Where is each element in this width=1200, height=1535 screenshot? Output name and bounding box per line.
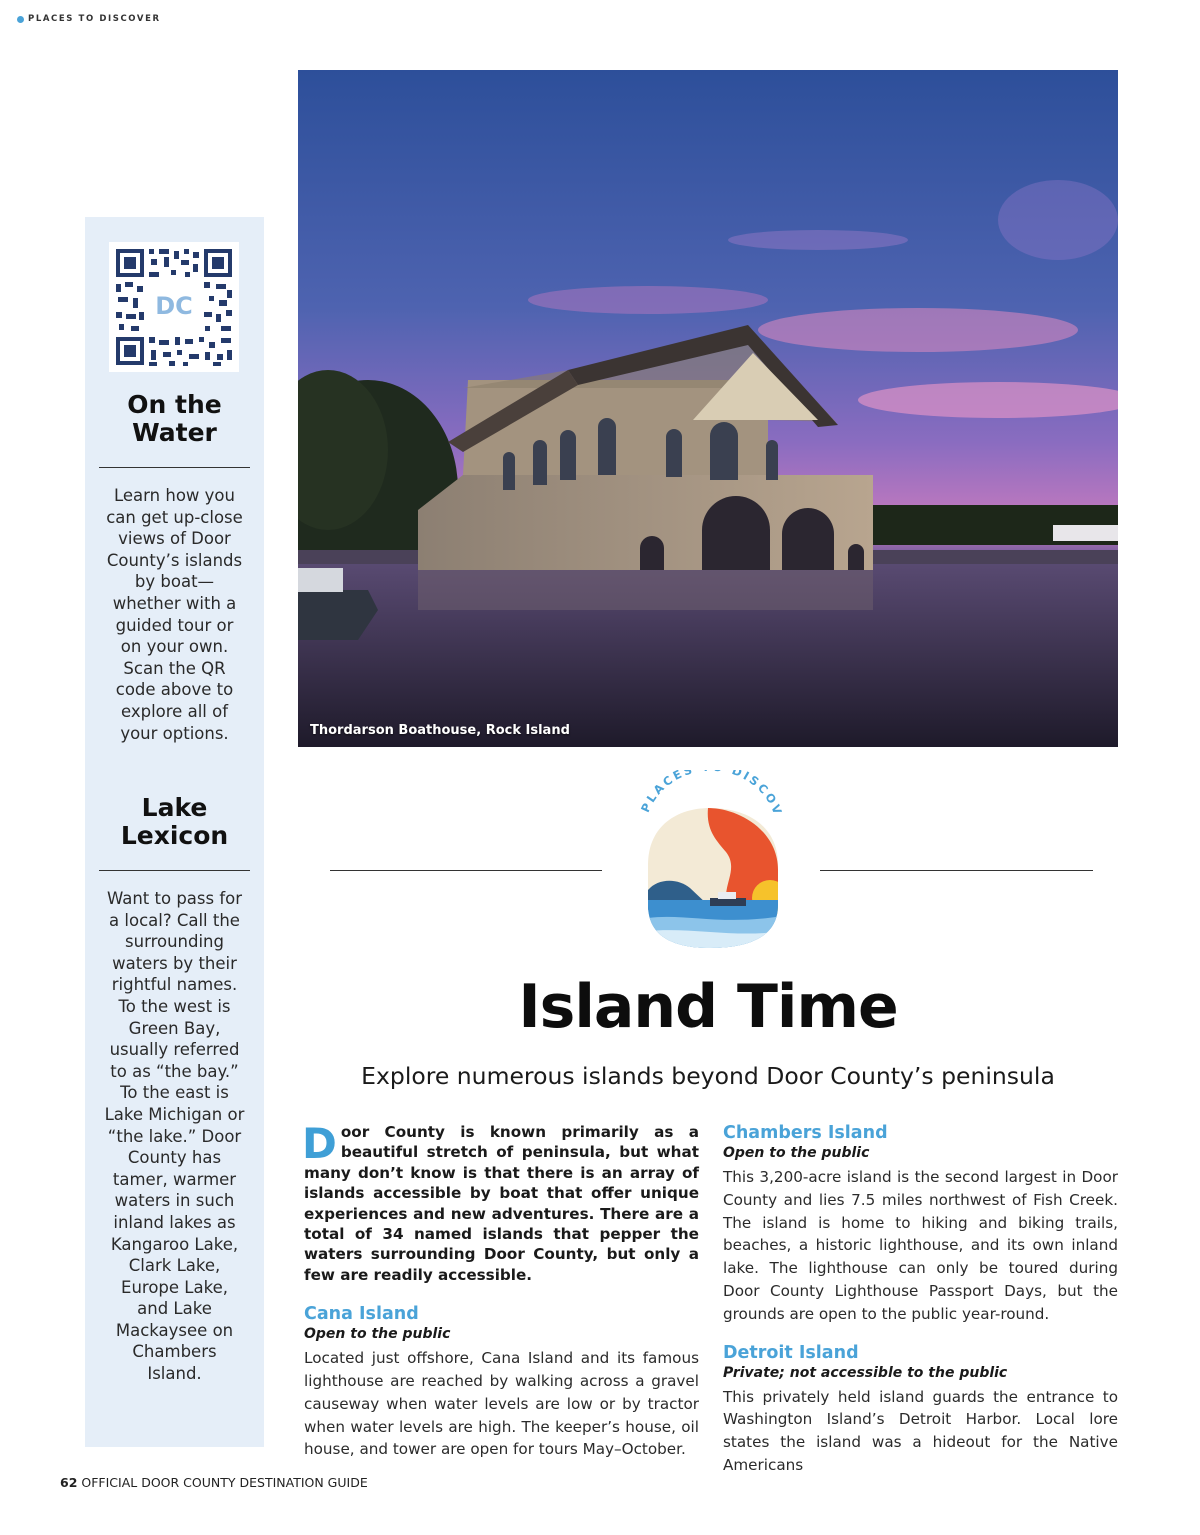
- sidebar-divider: [99, 467, 250, 468]
- sidebar-text-on-the-water: Learn how you can get up-close views of Door County’s islands by boat—whether with a guided tour or on your own. Scan the QR code above to explore all of your options.: [106, 486, 243, 743]
- places-to-discover-emblem: [628, 770, 792, 950]
- boathouse-photo-illustration: [298, 70, 1118, 747]
- intro-text: oor County is known primarily as a beautiful stretch of peninsula, but what many don’t know is that there is an array of islands accessible by boat that offer unique experiences and new adventures. There are a total of 34 named islands that pepper the waters surrounding Door County, but only a few are readily accessible.: [304, 1123, 699, 1284]
- emblem-arc-text: PLACES DISCOV: [638, 770, 786, 819]
- section-tag-label: PLACES TO DISCOVER: [28, 14, 161, 24]
- drop-cap: D: [302, 1119, 337, 1168]
- sidebar-text-lake-lexicon: Want to pass for a local? Call the surrounding waters by their rightful names. To the west is Green Bay, usually referred to as “the bay.” To the east is Lake Michigan or “the lake.” Door County has tamer, warmer waters in such inland lakes as Kangaroo Lake, Clark Lake, Europe Lake, and Lake Mackaysee on Chambers Island.: [104, 889, 245, 1384]
- qr-code-icon: [109, 242, 239, 372]
- island-description: This privately held island guards the entrance to Washington Island’s Detroit Harbor. Local lore states the island was a hideout for the Native Americans: [723, 1387, 1118, 1474]
- article-intro: [302, 1119, 699, 1285]
- island-description: This 3,200-acre island is the second largest in Door County and lies 7.5 miles northwest of Fish Creek. The island is home to hiking and biking trails, beaches, a historic lighthouse, and its own inland lake. The lighthouse can only be toured during Door County Lighthouse Passport Days, but the grounds are open to the public year-round.: [723, 1168, 1118, 1323]
- island-description: Located just offshore, Cana Island and its famous lighthouse are reached by walking across a gravel causeway when water levels are low or by tractor when water levels are high. The keeper’s house, oil house, and tower are open for tours May–October.: [304, 1349, 699, 1459]
- sidebar-heading-lake-lexicon: Lake Lexicon: [120, 793, 229, 850]
- island-entry-chambers: [723, 1122, 1118, 1326]
- sidebar: [85, 217, 264, 1447]
- island-access: Open to the public: [304, 1326, 451, 1343]
- qr-logo-text: DC: [155, 292, 193, 320]
- sidebar-heading-on-the-water: On the Water: [127, 390, 222, 447]
- emblem-badge-icon: [628, 770, 792, 950]
- page-number: 62: [60, 1475, 78, 1490]
- qr-code[interactable]: [109, 242, 239, 372]
- article-title: Island Time: [518, 972, 898, 1042]
- island-access: Open to the public: [723, 1145, 870, 1161]
- sidebar-divider: [99, 870, 250, 871]
- emblem-rule-right: [820, 870, 1093, 871]
- photo-caption: Thordarson Boathouse, Rock Island: [310, 723, 570, 738]
- page-footer: [60, 1475, 368, 1490]
- section-tag: [17, 14, 161, 24]
- island-entry-cana: [304, 1303, 699, 1461]
- article-column-right: [723, 1122, 1118, 1477]
- article-column-left: [302, 1119, 699, 1461]
- hero-photo: [298, 70, 1118, 747]
- bullet-dot-icon: [17, 16, 24, 23]
- island-heading: Detroit Island: [723, 1342, 859, 1363]
- publication-name: OFFICIAL DOOR COUNTY DESTINATION GUIDE: [81, 1475, 368, 1490]
- island-access: Private; not accessible to the public: [723, 1364, 1008, 1381]
- emblem-rule-left: [330, 870, 602, 871]
- island-heading: Chambers Island: [723, 1123, 888, 1143]
- island-entry-detroit: [723, 1342, 1118, 1477]
- article-subtitle: Explore numerous islands beyond Door County’s peninsula: [361, 1062, 1055, 1090]
- island-heading: Cana Island: [304, 1304, 419, 1325]
